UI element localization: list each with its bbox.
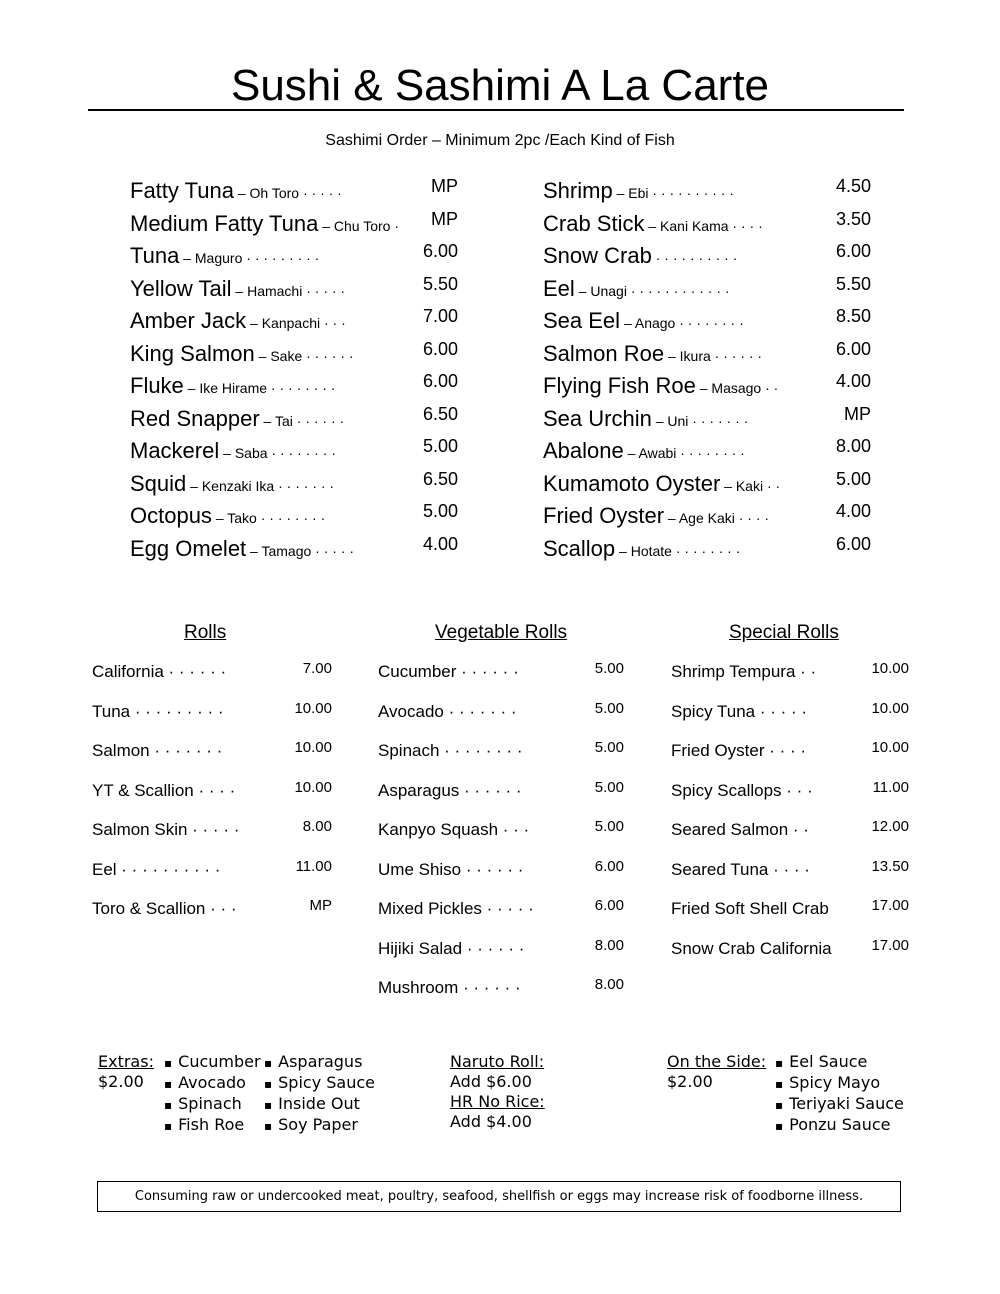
- roll-item: [92, 818, 332, 858]
- sashimi-price: 3.50: [835, 208, 871, 229]
- roll-price: 12.00: [871, 818, 909, 835]
- leader-dots: · · ·: [781, 780, 813, 800]
- roll-name: California: [92, 662, 164, 681]
- roll-item: [671, 897, 909, 937]
- sashimi-price: 8.00: [835, 436, 871, 456]
- vegetable-rolls-list: [378, 660, 624, 1016]
- leader-dots: · · · · · · ·: [688, 412, 749, 429]
- roll-name: Seared Tuna: [671, 859, 769, 879]
- roll-price: 17.00: [871, 936, 909, 954]
- sashimi-name-line: [543, 341, 762, 367]
- bullet-item: ▪ Asparagus: [264, 1052, 375, 1073]
- roll-item: [378, 937, 624, 977]
- sashimi-name: Fluke: [130, 373, 184, 398]
- sashimi-item: [130, 209, 460, 242]
- roll-price: 10.00: [294, 699, 332, 717]
- roll-name: Seared Salmon: [671, 820, 789, 839]
- sashimi-japanese-name: – Oh Toro: [233, 185, 300, 201]
- leader-dots: · · · · ·: [481, 899, 534, 918]
- leader-dots: · · · · · ·: [458, 978, 521, 997]
- leader-dots: · · · · · ·: [459, 780, 522, 800]
- roll-price: 6.00: [594, 897, 624, 914]
- bullet-item: ▪ Spicy Sauce: [264, 1073, 375, 1094]
- sashimi-name: Tuna: [130, 243, 180, 268]
- leader-dots: · · · · · ·: [462, 938, 525, 958]
- sashimi-item: [543, 469, 873, 502]
- sashimi-japanese-name: – Sake: [254, 347, 303, 364]
- roll-item: [378, 700, 624, 740]
- leader-dots: · ·: [795, 662, 817, 681]
- roll-name: Kanpyo Squash: [378, 820, 499, 839]
- sashimi-name: Abalone: [543, 438, 624, 463]
- roll-item: [378, 897, 624, 937]
- sashimi-japanese-name: – Kenzaki Ika: [186, 477, 275, 494]
- sashimi-price: MP: [844, 403, 871, 424]
- sashimi-name: Fatty Tuna: [130, 178, 234, 203]
- side-label: On the Side:: [667, 1052, 767, 1071]
- sashimi-name-line: [543, 471, 780, 497]
- title-divider: [88, 109, 904, 111]
- roll-item: [378, 858, 624, 898]
- sashimi-japanese-name: – Tamago: [246, 542, 312, 559]
- hr-price: Add $4.00: [450, 1112, 532, 1131]
- roll-name-line: [378, 781, 522, 801]
- sashimi-name-line: [543, 438, 745, 464]
- leader-dots: · · · · · · · ·: [267, 445, 336, 461]
- roll-item: [92, 660, 332, 700]
- roll-name: Eel: [92, 859, 117, 879]
- leader-dots: · · · · · ·: [302, 347, 354, 364]
- roll-name-line: [378, 939, 524, 959]
- side-price: $2.00: [667, 1072, 713, 1091]
- roll-name-line: [378, 899, 534, 919]
- leader-dots: · · · · · · · ·: [676, 445, 745, 461]
- roll-name-line: [378, 662, 519, 682]
- roll-name: Mixed Pickles: [378, 899, 482, 918]
- sashimi-item: [130, 371, 460, 404]
- leader-dots: · · · · · ·: [456, 662, 519, 681]
- roll-name: Spinach: [378, 741, 440, 760]
- sashimi-name: Scallop: [543, 535, 616, 561]
- vegetable-rolls-heading: Vegetable Rolls: [435, 622, 568, 643]
- side-list: [775, 1052, 904, 1136]
- roll-name-line: [671, 899, 829, 919]
- sashimi-japanese-name: – Tako: [211, 510, 257, 526]
- leader-dots: · · · · ·: [299, 185, 342, 201]
- roll-item: [378, 976, 624, 1016]
- sashimi-name: Fried Oyster: [543, 503, 665, 528]
- menu-title: Sushi & Sashimi A La Carte: [230, 61, 770, 110]
- bullet-item: ▪ Soy Paper: [264, 1115, 375, 1136]
- sashimi-item: [130, 501, 460, 534]
- sashimi-item: [543, 436, 873, 469]
- leader-dots: · · · ·: [734, 510, 770, 526]
- sashimi-price: 5.00: [422, 501, 458, 521]
- bullet-item: ▪ Inside Out: [264, 1094, 375, 1115]
- roll-item: [92, 700, 332, 740]
- leader-dots: · · ·: [320, 315, 346, 331]
- leader-dots: · ·: [761, 380, 779, 396]
- sashimi-item: [543, 404, 873, 437]
- rolls-list: [92, 660, 332, 937]
- sashimi-item: [543, 241, 873, 274]
- leader-dots: · · · ·: [728, 217, 763, 234]
- leader-dots: · · · ·: [768, 859, 810, 879]
- sashimi-name: Squid: [130, 470, 187, 496]
- roll-name: Salmon: [92, 741, 150, 760]
- roll-item: [671, 660, 909, 700]
- leader-dots: · · · · · · · ·: [439, 741, 523, 760]
- leader-dots: · · · · · · · ·: [267, 380, 336, 396]
- sashimi-item: [543, 534, 873, 567]
- leader-dots: · · · ·: [764, 741, 807, 760]
- bullet-item: ▪ Cucumber: [164, 1052, 261, 1073]
- roll-price: 5.00: [594, 778, 624, 796]
- sashimi-item: [130, 306, 460, 339]
- roll-item: [92, 897, 332, 937]
- sashimi-name-line: [130, 438, 336, 464]
- sashimi-japanese-name: – Kaki: [720, 477, 764, 494]
- sashimi-item: [130, 241, 460, 274]
- sashimi-name-line: [543, 276, 730, 302]
- sashimi-name: Medium Fatty Tuna: [130, 210, 319, 236]
- roll-name-line: [378, 741, 523, 761]
- sashimi-price: MP: [431, 208, 458, 229]
- sashimi-item: [130, 436, 460, 469]
- roll-price: 7.00: [302, 660, 332, 677]
- roll-name-line: [378, 978, 521, 998]
- leader-dots: · · · · · · · ·: [671, 542, 741, 559]
- leader-dots: · · · · · · ·: [274, 477, 335, 494]
- naruto-price: Add $6.00: [450, 1072, 532, 1091]
- sashimi-item: [543, 339, 873, 372]
- leader-dots: · · ·: [205, 899, 237, 918]
- roll-name-line: [671, 741, 806, 761]
- sashimi-price: 6.00: [422, 241, 458, 261]
- sashimi-japanese-name: – Awabi: [623, 445, 677, 461]
- roll-name: Toro & Scallion: [92, 899, 206, 918]
- sashimi-japanese-name: – Saba: [219, 445, 268, 461]
- sashimi-name: Red Snapper: [130, 405, 260, 431]
- roll-price: 5.00: [594, 739, 624, 756]
- leader-dots: · · · · · ·: [163, 662, 227, 681]
- roll-name: Asparagus: [378, 780, 460, 800]
- sashimi-japanese-name: – Anago: [620, 315, 676, 331]
- roll-item: [378, 739, 624, 779]
- leader-dots: · · · · · ·: [461, 859, 524, 879]
- sashimi-japanese-name: – Hamachi: [231, 282, 303, 299]
- roll-price: MP: [309, 897, 332, 914]
- sashimi-name-line: [130, 243, 319, 269]
- sashimi-name-line: [130, 276, 345, 302]
- leader-dots: ·: [390, 217, 399, 234]
- sashimi-price: MP: [431, 176, 458, 196]
- bullet-item: ▪ Teriyaki Sauce: [775, 1094, 904, 1115]
- sashimi-name-line: [130, 503, 325, 529]
- sashimi-name: Amber Jack: [130, 308, 247, 333]
- bullet-item: ▪ Ponzu Sauce: [775, 1115, 904, 1136]
- leader-dots: · · · · · · ·: [149, 741, 223, 760]
- sashimi-name-line: [543, 308, 744, 334]
- sashimi-list-right: [543, 176, 873, 566]
- sashimi-price: 6.50: [422, 468, 458, 489]
- sashimi-price: 4.00: [835, 371, 871, 391]
- roll-item: [671, 818, 909, 858]
- extras-label-block: [98, 1052, 154, 1092]
- sashimi-name-line: [543, 503, 769, 529]
- sashimi-price: 6.50: [422, 403, 458, 424]
- sashimi-price: 6.00: [835, 241, 871, 261]
- sashimi-item: [130, 469, 460, 502]
- roll-name: Salmon Skin: [92, 820, 188, 839]
- sashimi-name: Sea Urchin: [543, 405, 652, 431]
- sashimi-name-line: [543, 211, 763, 237]
- roll-name-line: [671, 702, 807, 722]
- sashimi-price: 6.00: [835, 533, 871, 554]
- sashimi-japanese-name: – Ike Hirame: [183, 380, 268, 396]
- sashimi-name: Eel: [543, 275, 575, 301]
- roll-price: 8.00: [302, 818, 332, 835]
- roll-price: 10.00: [871, 699, 909, 717]
- extras-price: $2.00: [98, 1072, 144, 1091]
- roll-item: [378, 779, 624, 819]
- roll-name-line: [671, 662, 816, 682]
- roll-name-line: [671, 939, 832, 959]
- roll-price: 6.00: [594, 857, 624, 875]
- roll-item: [92, 739, 332, 779]
- roll-item: [671, 739, 909, 779]
- roll-price: 10.00: [294, 778, 332, 796]
- roll-item: [92, 858, 332, 898]
- roll-price: 5.00: [594, 818, 624, 835]
- extras-list-1: [164, 1052, 261, 1136]
- leader-dots: · · · · · · · ·: [675, 315, 744, 331]
- sashimi-name: Shrimp: [543, 178, 613, 203]
- sashimi-japanese-name: – Maguro: [179, 250, 243, 266]
- sashimi-item: [543, 306, 873, 339]
- sashimi-price: 5.50: [835, 273, 871, 294]
- roll-name: Hijiki Salad: [378, 938, 463, 958]
- leader-dots: · · · · · · · · · · · ·: [626, 282, 730, 299]
- sashimi-price: 4.00: [835, 501, 871, 521]
- leader-dots: · · · · ·: [302, 282, 346, 299]
- sashimi-name-line: [130, 373, 335, 399]
- sashimi-item: [130, 404, 460, 437]
- roll-name-line: [92, 662, 226, 682]
- leader-dots: · · · · · · ·: [443, 701, 517, 721]
- leader-dots: · · ·: [498, 820, 530, 839]
- sashimi-item: [130, 339, 460, 372]
- roll-item: [671, 858, 909, 898]
- sashimi-name-line: [543, 406, 748, 432]
- side-label-block: [667, 1052, 766, 1092]
- roll-item: [92, 779, 332, 819]
- sashimi-name: Kumamoto Oyster: [543, 470, 721, 496]
- roll-price: 10.00: [871, 739, 909, 756]
- leader-dots: · · · · ·: [187, 820, 240, 839]
- roll-name: Fried Oyster: [671, 741, 765, 760]
- bullet-item: ▪ Spicy Mayo: [775, 1073, 904, 1094]
- roll-price: 11.00: [872, 778, 909, 796]
- sashimi-name-line: [130, 341, 354, 367]
- roll-price: 17.00: [871, 897, 909, 914]
- sashimi-japanese-name: – Ebi: [612, 185, 649, 201]
- rolls-heading: Rolls: [184, 622, 227, 643]
- roll-price: 5.00: [594, 699, 624, 717]
- roll-name-line: [378, 702, 517, 722]
- roll-name-line: [671, 781, 813, 801]
- sashimi-japanese-name: – Age Kaki: [664, 510, 735, 526]
- sashimi-name-line: [543, 536, 740, 562]
- naruto-label: Naruto Roll:: [450, 1052, 545, 1071]
- roll-name-line: [378, 820, 529, 840]
- sashimi-name-line: [130, 536, 354, 562]
- sashimi-price: 6.00: [422, 338, 458, 359]
- roll-name-line: [92, 820, 239, 840]
- sashimi-name: Sea Eel: [543, 308, 621, 333]
- sashimi-name-line: [130, 471, 334, 497]
- sashimi-price: 4.50: [835, 176, 871, 196]
- health-notice: Consuming raw or undercooked meat, poultry, seafood, shellfish or eggs may increase risk of foodborne illness.: [97, 1181, 901, 1212]
- sashimi-name-line: [130, 406, 344, 432]
- sashimi-item: [543, 176, 873, 209]
- sashimi-name: Mackerel: [130, 438, 220, 463]
- roll-price: 13.50: [871, 857, 909, 875]
- sashimi-price: 6.00: [835, 338, 871, 359]
- roll-name: Tuna: [92, 701, 131, 721]
- leader-dots: · ·: [763, 477, 781, 494]
- roll-item: [671, 779, 909, 819]
- roll-name-line: [378, 860, 523, 880]
- sashimi-name-line: [130, 178, 342, 204]
- leader-dots: · · · · ·: [755, 701, 808, 721]
- roll-name-line: [92, 781, 235, 801]
- special-rolls-list: [671, 660, 909, 976]
- leader-dots: · · · · · ·: [710, 347, 763, 364]
- sashimi-japanese-name: – Uni: [651, 412, 689, 429]
- sashimi-item: [130, 274, 460, 307]
- sashimi-name: Octopus: [130, 503, 212, 528]
- roll-price: 10.00: [294, 739, 332, 756]
- roll-name: Shrimp Tempura: [671, 662, 796, 681]
- roll-price: 5.00: [594, 660, 624, 677]
- roll-item: [671, 700, 909, 740]
- sashimi-name: King Salmon: [130, 340, 255, 366]
- roll-name: Mushroom: [378, 978, 459, 997]
- sashimi-japanese-name: – Hotate: [615, 542, 672, 559]
- leader-dots: · · · · · · · · · ·: [648, 185, 735, 201]
- roll-name-line: [92, 860, 220, 880]
- roll-name-line: [92, 741, 222, 761]
- bullet-item: ▪ Eel Sauce: [775, 1052, 904, 1073]
- extras-list-2: [264, 1052, 375, 1136]
- roll-name-line: [671, 820, 809, 840]
- sashimi-price: 5.00: [422, 436, 458, 456]
- sashimi-name-line: [543, 178, 734, 204]
- sashimi-name: Egg Omelet: [130, 535, 247, 561]
- sashimi-item: [543, 371, 873, 404]
- leader-dots: · · · · ·: [311, 542, 355, 559]
- sashimi-item: [543, 274, 873, 307]
- sashimi-list-left: [130, 176, 460, 566]
- leader-dots: · · · · · · · ·: [256, 510, 326, 526]
- sashimi-subtitle: Sashimi Order – Minimum 2pc /Each Kind of Fish: [325, 132, 675, 149]
- leader-dots: · ·: [788, 820, 809, 839]
- sashimi-item: [130, 534, 460, 567]
- extras-label: Extras:: [98, 1052, 154, 1071]
- sashimi-price: 5.50: [422, 273, 458, 294]
- roll-name: Snow Crab California: [671, 938, 832, 958]
- sashimi-name-line: [543, 373, 778, 399]
- sashimi-name-line: [130, 308, 346, 334]
- roll-price: 8.00: [594, 936, 624, 954]
- roll-name: YT & Scallion: [92, 780, 194, 800]
- sashimi-price: 5.00: [835, 468, 871, 489]
- sashimi-price: 8.50: [835, 306, 871, 326]
- sashimi-price: 7.00: [422, 306, 458, 326]
- sashimi-japanese-name: – Unagi: [574, 282, 627, 299]
- roll-name-line: [92, 899, 237, 919]
- sashimi-name: Salmon Roe: [543, 340, 665, 366]
- sashimi-name: Flying Fish Roe: [543, 373, 696, 398]
- sashimi-price: 6.00: [422, 371, 458, 391]
- roll-name: Cucumber: [378, 662, 457, 681]
- sashimi-item: [130, 176, 460, 209]
- sashimi-price: 4.00: [422, 533, 458, 554]
- roll-name: Spicy Tuna: [671, 701, 756, 721]
- naruto-hr-block: [450, 1052, 545, 1132]
- sashimi-japanese-name: – Kani Kama: [644, 217, 729, 234]
- roll-name: Avocado: [378, 701, 444, 721]
- roll-name: Ume Shiso: [378, 859, 462, 879]
- bullet-item: ▪ Avocado: [164, 1073, 261, 1094]
- leader-dots: · · · · · ·: [292, 412, 345, 429]
- sashimi-item: [543, 209, 873, 242]
- sashimi-name: Yellow Tail: [130, 275, 232, 301]
- sashimi-item: [543, 501, 873, 534]
- leader-dots: · · · · · · · · ·: [242, 250, 320, 266]
- roll-name: Fried Soft Shell Crab: [671, 899, 829, 918]
- roll-name-line: [92, 702, 224, 722]
- roll-item: [378, 660, 624, 700]
- leader-dots: · · · · · · · · · ·: [116, 859, 221, 879]
- bullet-item: ▪ Fish Roe: [164, 1115, 261, 1136]
- sashimi-japanese-name: – Chu Toro: [318, 217, 391, 234]
- hr-label: HR No Rice:: [450, 1092, 545, 1111]
- sashimi-name: Crab Stick: [543, 210, 645, 236]
- roll-item: [671, 937, 909, 977]
- leader-dots: · · · · · · · · · ·: [651, 250, 738, 266]
- sashimi-japanese-name: – Ikura: [664, 347, 711, 364]
- sashimi-name-line: [543, 243, 737, 269]
- sashimi-name: Snow Crab: [543, 243, 652, 268]
- roll-name-line: [671, 860, 810, 880]
- special-rolls-heading: Special Rolls: [729, 622, 839, 643]
- leader-dots: · · · ·: [193, 780, 236, 800]
- leader-dots: · · · · · · · · ·: [130, 701, 224, 721]
- sashimi-japanese-name: – Tai: [259, 412, 293, 429]
- roll-name: Spicy Scallops: [671, 780, 782, 800]
- sashimi-japanese-name: – Kanpachi: [246, 315, 321, 331]
- sashimi-name-line: [130, 211, 399, 237]
- roll-price: 11.00: [295, 857, 332, 875]
- roll-price: 8.00: [594, 976, 624, 993]
- bullet-item: ▪ Spinach: [164, 1094, 261, 1115]
- sashimi-japanese-name: – Masago: [695, 380, 762, 396]
- roll-price: 10.00: [871, 660, 909, 677]
- roll-item: [378, 818, 624, 858]
